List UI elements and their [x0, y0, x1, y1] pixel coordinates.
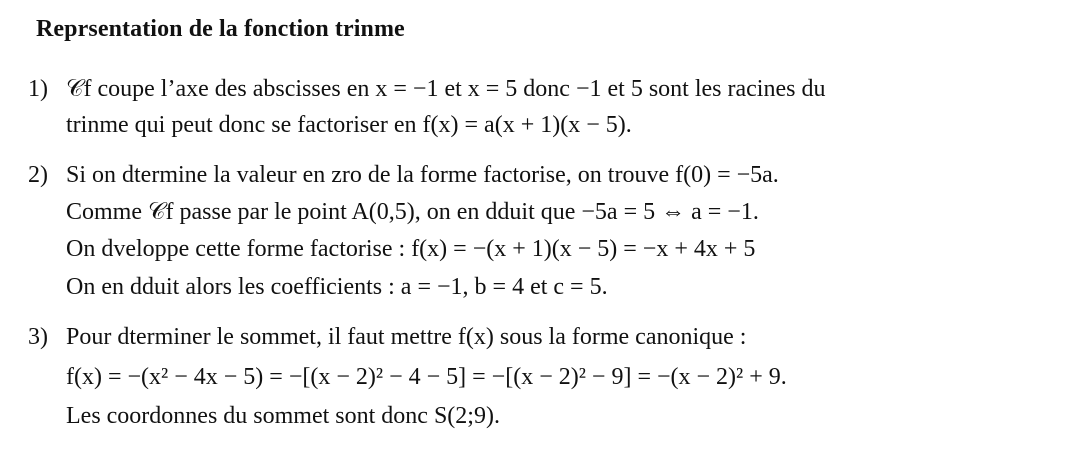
item-2-number: 2) — [28, 162, 48, 188]
item-2-line-2: Comme 𝒞f passe par le point A(0,5), on en dduit que −5a = 5 ⇔ a = −1. — [66, 199, 759, 225]
item-2-line-1: Si on dtermine la valeur en zro de la forme factorise, on trouve f(0) = −5a. — [66, 162, 779, 188]
item-3-line-2: f(x) = −(x² − 4x − 5) = −[(x − 2)² − 4 − 5] = −[(x − 2)² − 9] = −(x − 2)² + 9. — [66, 364, 787, 390]
item-2-line-4: On en dduit alors les coefficients : a = −1, b = 4 et c = 5. — [66, 274, 608, 300]
item-3-line-3: Les coordonnes du sommet sont donc S(2;9). — [66, 403, 500, 429]
item-3-number: 3) — [28, 324, 48, 350]
item-1-line-1: 𝒞f coupe l’axe des abscisses en x = −1 et x = 5 donc −1 et 5 sont les racines du — [66, 76, 826, 102]
item-1-line-2: trinme qui peut donc se factoriser en f(x) = a(x + 1)(x − 5). — [66, 112, 632, 138]
item-2-line-3: On dveloppe cette forme factorise : f(x) = −(x + 1)(x − 5) = −x + 4x + 5 — [66, 236, 756, 262]
item-1-number: 1) — [28, 76, 48, 102]
item-3-line-1: Pour dterminer le sommet, il faut mettre f(x) sous la forme canonique : — [66, 324, 747, 350]
document-title: Reprsentation de la fonction trinme — [36, 16, 405, 42]
